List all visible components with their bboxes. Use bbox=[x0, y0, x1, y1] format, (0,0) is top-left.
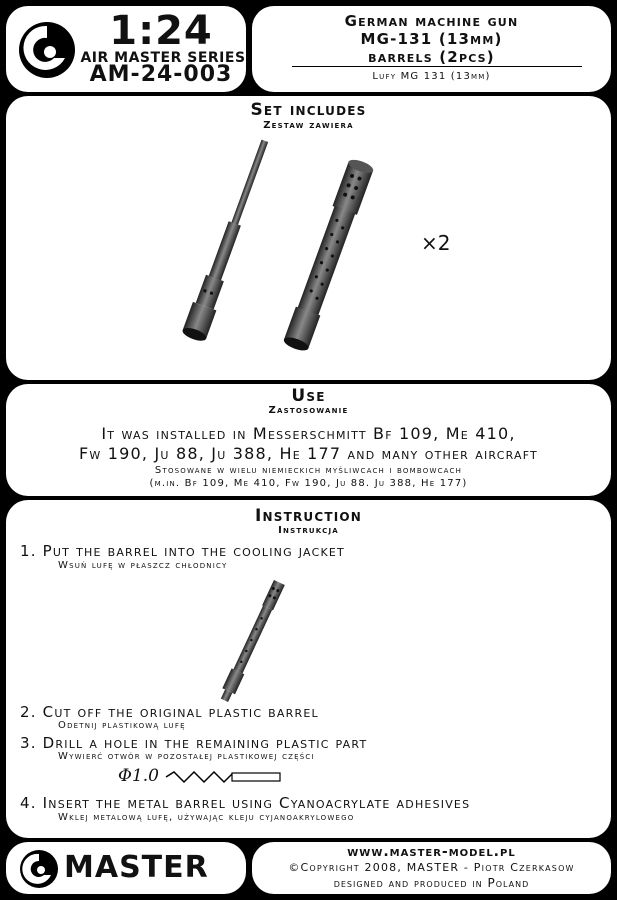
instruction-subtitle: Instrukcja bbox=[278, 525, 339, 536]
instruction-title: Instruction bbox=[254, 506, 363, 526]
use-title: Use bbox=[291, 386, 326, 406]
brand-name: MASTER bbox=[64, 850, 209, 885]
website-link[interactable]: www.master-model.pl bbox=[347, 844, 516, 860]
step-3: 3. Drill a hole in the remaining plastic part bbox=[20, 734, 368, 752]
title-line-3: barrels (2pcs) bbox=[368, 48, 495, 66]
drill-bit-icon bbox=[164, 770, 284, 784]
title-polish: Lufy MG 131 (13mm) bbox=[372, 71, 491, 82]
title-divider bbox=[292, 66, 582, 67]
step-4-polish: Wklej metalową lufę, używając kleju cyjanoakrylowego bbox=[58, 812, 355, 823]
made-in-text: designed and produced in Poland bbox=[333, 876, 530, 890]
use-line-1: It was installed in Messerschmitt Bf 109, Me 410, bbox=[101, 424, 516, 443]
step-4: 4. Insert the metal barrel using Cyanoacrylate adhesives bbox=[20, 794, 471, 812]
use-subtitle: Zastosowanie bbox=[268, 405, 349, 416]
master-logo-icon bbox=[16, 12, 78, 86]
set-includes-title: Set includes bbox=[250, 100, 367, 120]
set-includes-panel bbox=[6, 96, 611, 380]
drill-size-label: Φ1.0 bbox=[118, 766, 159, 786]
use-polish-line-1: Stosowane w wielu niemieckich myśliwcach i bombowcach bbox=[154, 465, 463, 476]
instruction-panel bbox=[6, 500, 611, 838]
copyright-text: ©Copyright 2008, MASTER - Piotr Czerkasow bbox=[288, 861, 575, 874]
step-3-polish: Wywierć otwór w pozostałej plastikowej części bbox=[58, 751, 315, 762]
assembled-barrel-illustration bbox=[191, 576, 311, 706]
header-brand-panel bbox=[6, 6, 246, 92]
title-line-1: German machine gun bbox=[344, 12, 519, 30]
step-1: 1. Put the barrel into the cooling jacket bbox=[20, 542, 345, 560]
footer-brand-panel bbox=[6, 842, 246, 894]
title-line-2: MG-131 (13mm) bbox=[360, 30, 503, 48]
footer-info-panel bbox=[252, 842, 611, 894]
quantity-multiplier: ×2 bbox=[421, 231, 451, 255]
cooling-jacket-illustration bbox=[256, 154, 396, 369]
header-title-panel bbox=[252, 6, 611, 92]
scale-label: 1:24 bbox=[109, 8, 213, 54]
use-polish-line-2: (m.in. Bf 109, Me 410, Fw 190, Ju 88. Ju 388, He 177) bbox=[149, 478, 468, 489]
master-logo-small-icon bbox=[18, 848, 60, 890]
product-code: AM-24-003 bbox=[89, 62, 233, 87]
step-2: 2. Cut off the original plastic barrel bbox=[20, 703, 319, 721]
step-1-polish: Wsuń lufę w płaszcz chłodnicy bbox=[58, 560, 228, 571]
series-label: AIR MASTER SERIES bbox=[80, 50, 246, 66]
set-includes-subtitle: Zestaw zawiera bbox=[263, 120, 354, 131]
use-line-2: Fw 190, Ju 88, Ju 388, He 177 and many other aircraft bbox=[79, 444, 538, 463]
use-panel bbox=[6, 384, 611, 496]
step-2-polish: Odetnij plastikową lufę bbox=[58, 720, 186, 731]
